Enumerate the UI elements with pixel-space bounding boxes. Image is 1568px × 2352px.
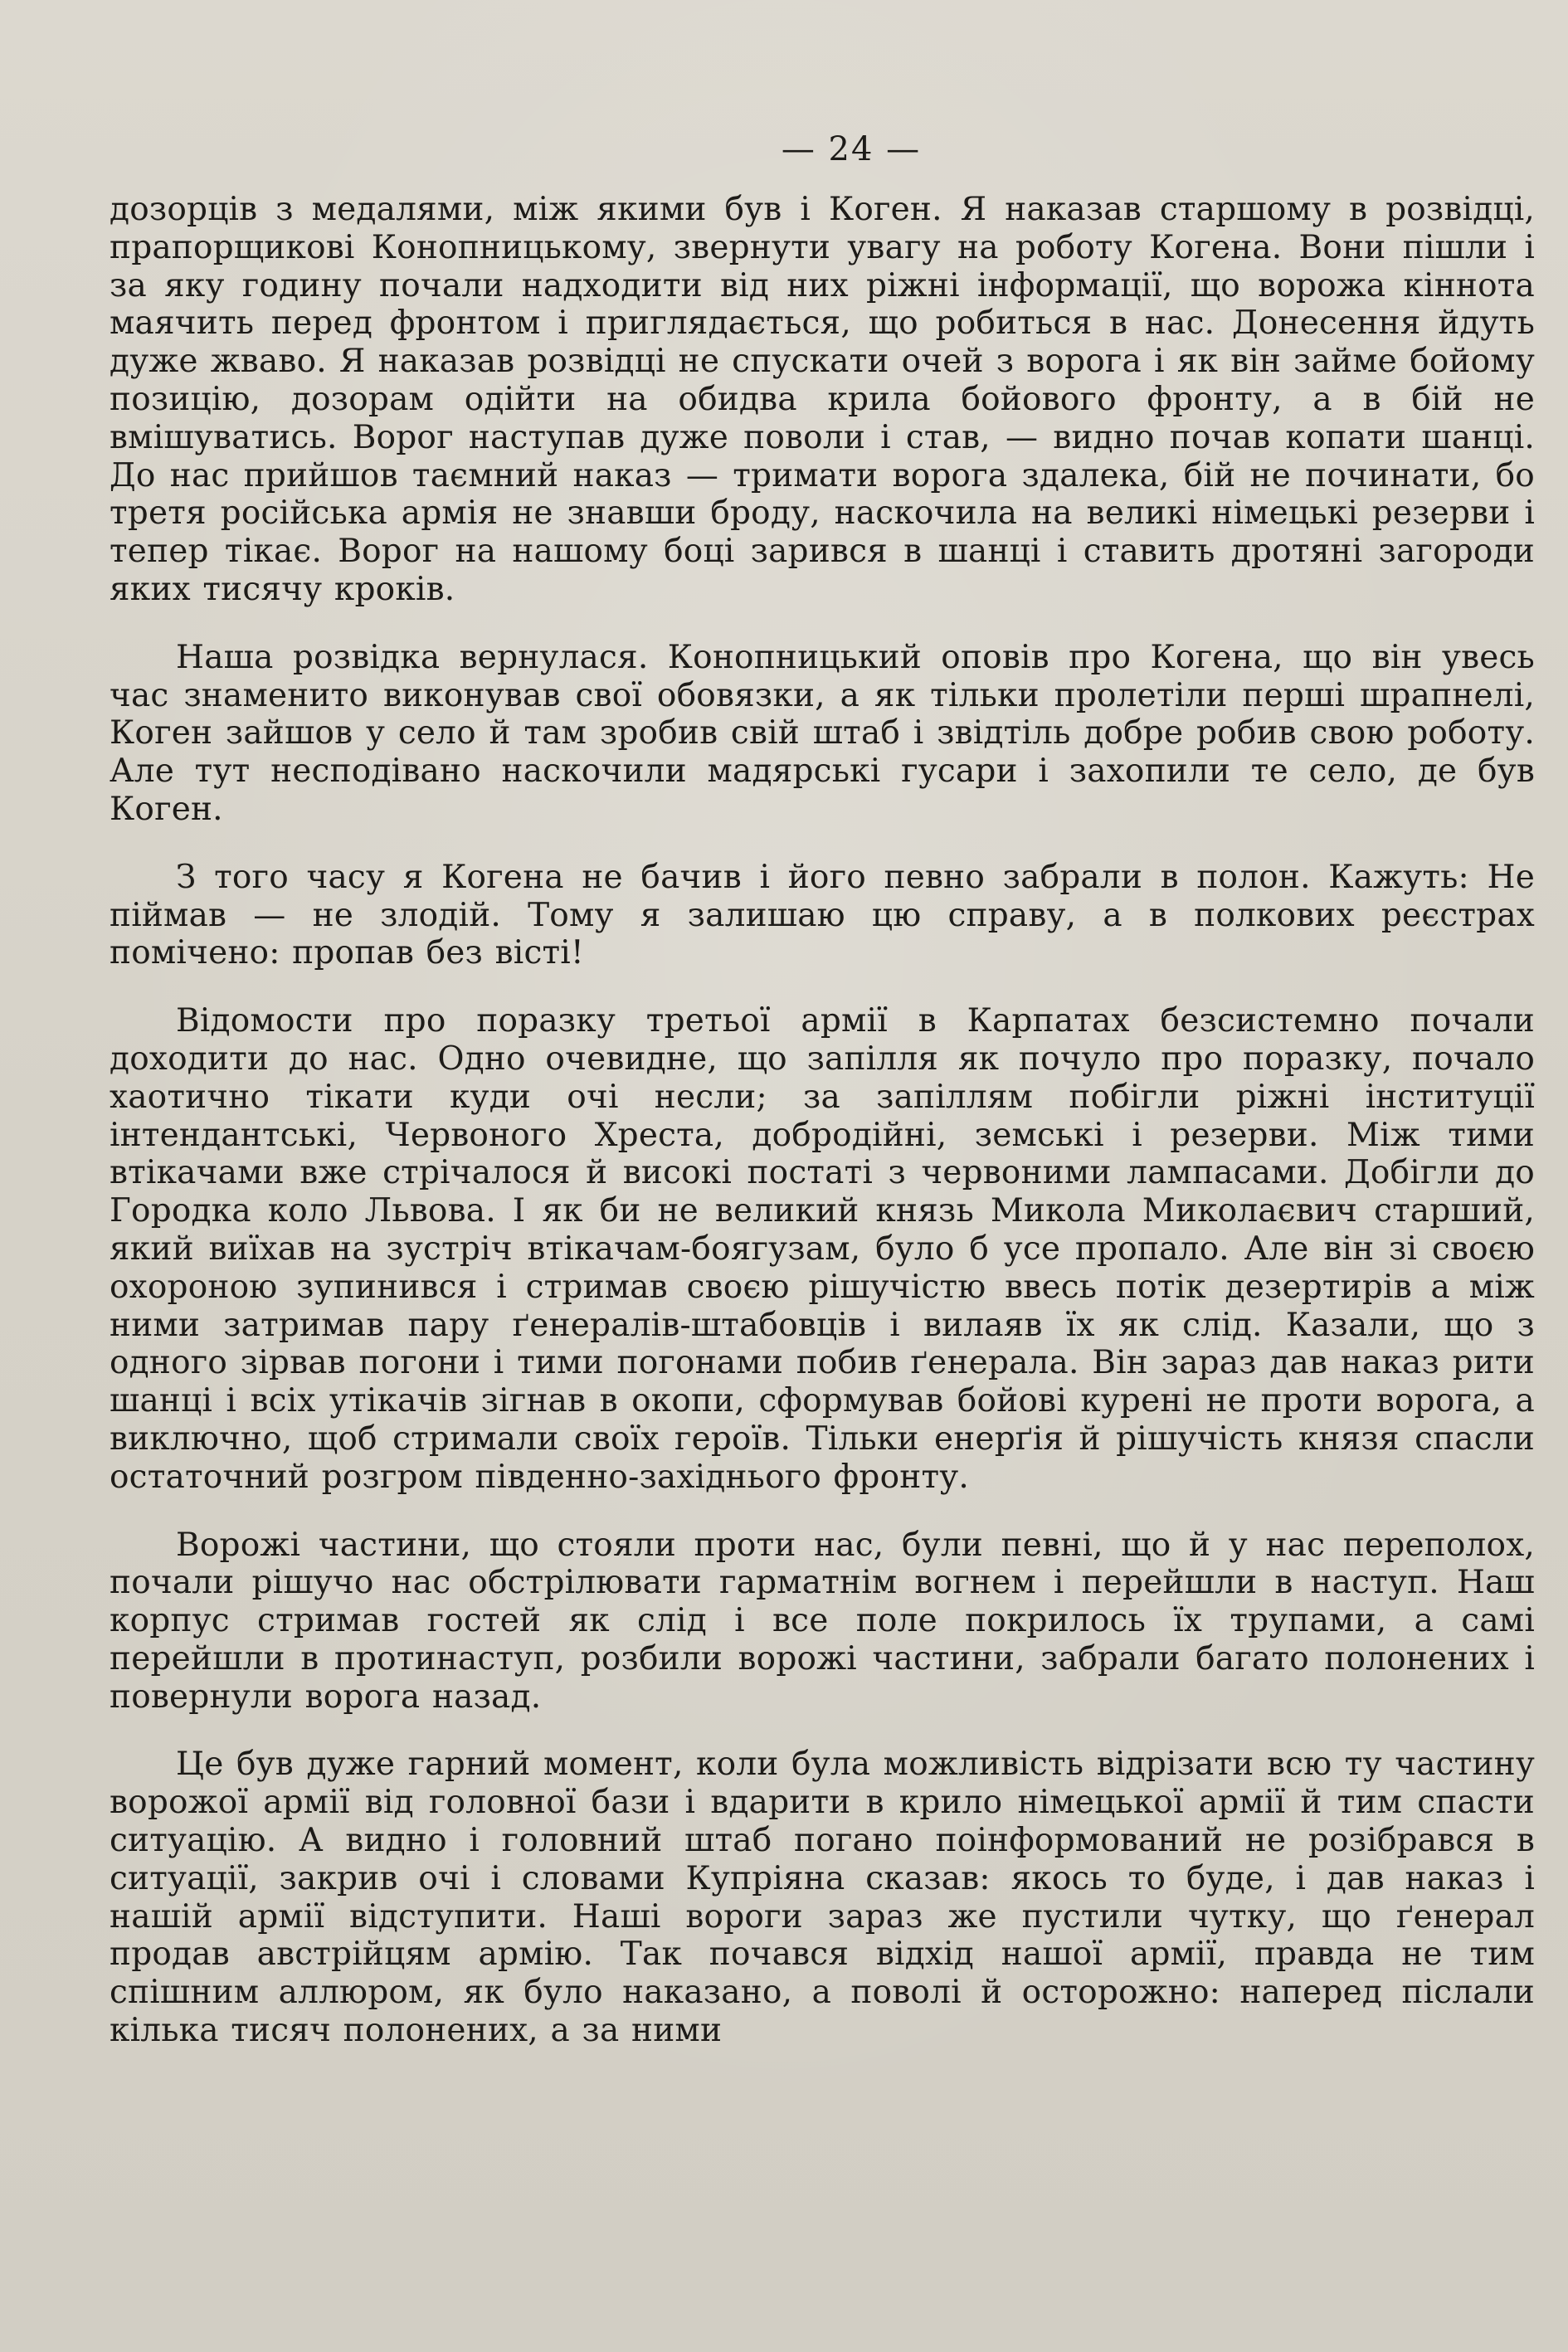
body-text bbox=[110, 191, 1535, 2050]
page-number: — 24 — bbox=[781, 130, 922, 168]
paragraph-3: З того часу я Когена не бачив і його певно забрали в полон. Кажуть: Не піймав — не злодій. Тому я залишаю цю справу, а в полкових реєстрах помічено: пропав без вісті! bbox=[110, 858, 1535, 972]
paragraph-5: Ворожі частини, що стояли проти нас, були певні, що й у нас переполох, почали рішучо нас обстрілювати гарматнім вогнем і перейшли в наступ. Наш корпус стримав гостей як слід і все поле покрилось їх трупами, а самі перейшли в протинаступ, розбили ворожі частини, забрали багато полонених і повернули ворога назад. bbox=[110, 1526, 1535, 1716]
paragraph-2: Наша розвідка вернулася. Конопницький оповів про Когена, що він увесь час знаменито виконував свої обовязки, а як тільки пролетіли перші шрапнелі, Коген зайшов у село й там зробив свій штаб і звідтіль добре робив свою роботу. Але тут несподівано наскочили мадярські гусари і захопили те село, де був Коген. bbox=[110, 638, 1535, 828]
paragraph-1: дозорців з медалями, між якими був і Коген. Я наказав старшому в розвідці, прапорщикові Конопницькому, звернути увагу на роботу Когена. Вони пішли і за яку годину почали надходити від них ріжні інформації, що ворожа кіннота маячить перед фронтом і приглядається, що робиться в нас. Донесення йдуть дуже жваво. Я наказав розвідці не спускати очей з ворога і як він займе бойому позицію, дозорам одійти на обидва крила бойового фронту, а в бій не вмішуватись. Ворог наступав дуже поволи і став, — видно почав копати шанці. До нас прийшов таємний наказ — тримати ворога здалека, бій не починати, бо третя російська армія не знавши броду, наскочила на великі німецькі резерви і тепер тікає. Ворог на нашому боці зарився в шанці і ставить дротяні загороди яких тисячу кроків. bbox=[110, 191, 1535, 608]
paragraph-4: Відомости про поразку третьої армії в Карпатах безсистемно почали доходити до нас. Одно очевидне, що запілля як почуло про поразку, почало хаотично тікати куди очі несли; за запіллям побігли ріжні інституції інтендантські, Червоного Хреста, добродійні, земські і резерви. Між тими втікачами вже стрічалося й високі постаті з червоними лампасами. Добігли до Городка коло Львова. І як би не великий князь Микола Миколаєвич старший, який виїхав на зустріч втікачам-боягузам, було б усе пропало. Але він зі своєю охороною зупинився і стримав своєю рішучістю ввесь потік дезертирів а між ними затримав пару ґенералів-штабовців і вилаяв їх як слід. Казали, що з одного зірвав погони і тими погонами побив ґенерала. Він зараз дав наказ рити шанці і всіх утікачів зігнав в окопи, сформував бойові курені не проти ворога, а виключно, щоб стримали своїх героїв. Тільки енерґія й рішучість князя спасли остаточний розгром південно-західнього фронту. bbox=[110, 1002, 1535, 1496]
paragraph-6: Це був дуже гарний момент, коли була можливість відрізати всю ту частину ворожої армії від головної бази і вдарити в крило німецької армії й тим спасти ситуацію. А видно і головний штаб погано поінформований не розібрався в ситуації, закрив очі і словами Купріяна сказав: якось то буде, і дав наказ і нашій армії відступити. Наші вороги зараз же пустили чутку, що ґенерал продав австрійцям армію. Так почався відхід нашої армії, правда не тим спішним аллюром, як було наказано, а поволі й осторожно: наперед післали кілька тисяч полонених, а за ними bbox=[110, 1746, 1535, 2050]
